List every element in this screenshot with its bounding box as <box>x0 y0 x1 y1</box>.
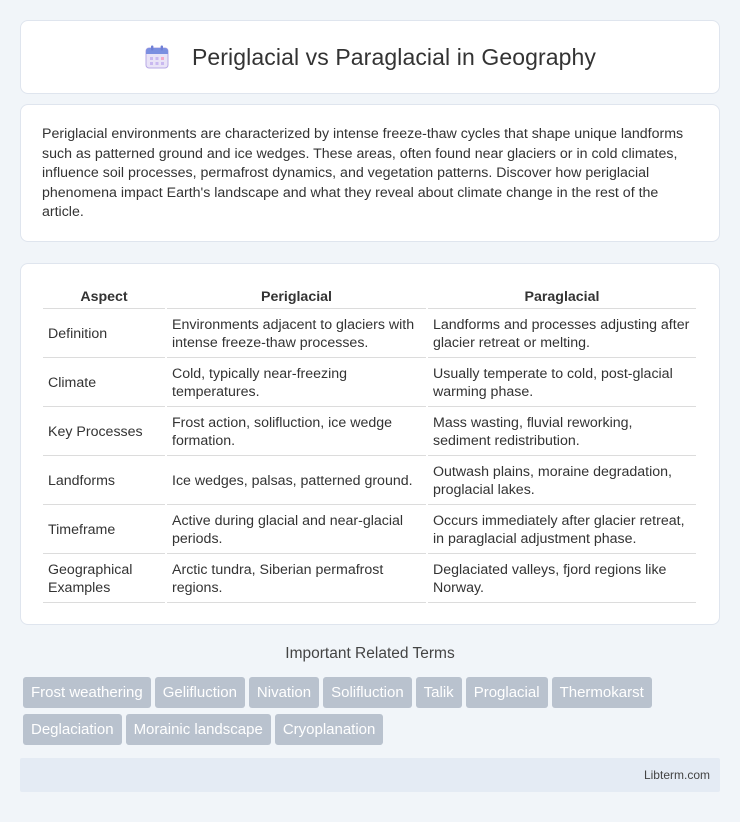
comparison-card <box>20 263 720 625</box>
header-paraglacial: Paraglacial <box>428 286 696 309</box>
periglacial-cell: Ice wedges, palsas, patterned ground. <box>167 458 426 505</box>
comparison-table <box>41 284 698 605</box>
periglacial-cell: Environments adjacent to glaciers with intense freeze-thaw processes. <box>167 311 426 358</box>
paraglacial-cell: Usually temperate to cold, post-glacial warming phase. <box>428 360 696 407</box>
footer <box>20 758 720 792</box>
related-terms-list <box>23 677 723 751</box>
periglacial-cell: Frost action, solifluction, ice wedge formation. <box>167 409 426 456</box>
table-row <box>43 360 696 407</box>
term-tag[interactable]: Nivation <box>249 677 319 708</box>
table-row <box>43 507 696 554</box>
periglacial-cell: Cold, typically near-freezing temperatures. <box>167 360 426 407</box>
paraglacial-cell: Landforms and processes adjusting after glacier retreat or melting. <box>428 311 696 358</box>
title-card <box>20 20 720 94</box>
periglacial-cell: Arctic tundra, Siberian permafrost regions. <box>167 556 426 603</box>
aspect-cell: Definition <box>43 311 165 358</box>
calendar-icon <box>144 44 170 70</box>
term-tag[interactable]: Talik <box>416 677 462 708</box>
paraglacial-cell: Occurs immediately after glacier retreat, in paraglacial adjustment phase. <box>428 507 696 554</box>
term-tag[interactable]: Cryoplanation <box>275 714 384 745</box>
aspect-cell: Climate <box>43 360 165 407</box>
header-periglacial: Periglacial <box>167 286 426 309</box>
paraglacial-cell: Mass wasting, fluvial reworking, sediment redistribution. <box>428 409 696 456</box>
related-terms-title: Important Related Terms <box>285 645 455 662</box>
footer-site-link[interactable]: Libterm.com <box>643 768 710 782</box>
intro-card <box>20 104 720 242</box>
periglacial-cell: Active during glacial and near-glacial periods. <box>167 507 426 554</box>
term-tag[interactable]: Proglacial <box>466 677 548 708</box>
aspect-cell: Timeframe <box>43 507 165 554</box>
paraglacial-cell: Outwash plains, moraine degradation, proglacial lakes. <box>428 458 696 505</box>
aspect-cell: Landforms <box>43 458 165 505</box>
table-row <box>43 458 696 505</box>
term-tag[interactable]: Frost weathering <box>23 677 151 708</box>
table-row <box>43 311 696 358</box>
aspect-cell: Geographical Examples <box>43 556 165 603</box>
table-row <box>43 556 696 603</box>
term-tag[interactable]: Thermokarst <box>552 677 652 708</box>
page-title: Periglacial vs Paraglacial in Geography <box>191 43 597 70</box>
paraglacial-cell: Deglaciated valleys, fjord regions like Norway. <box>428 556 696 603</box>
table-row <box>43 409 696 456</box>
term-tag[interactable]: Deglaciation <box>23 714 122 745</box>
aspect-cell: Key Processes <box>43 409 165 456</box>
header-aspect: Aspect <box>43 286 165 309</box>
table-header-row <box>43 286 696 309</box>
term-tag[interactable]: Gelifluction <box>155 677 245 708</box>
term-tag[interactable]: Morainic landscape <box>126 714 271 745</box>
term-tag[interactable]: Solifluction <box>323 677 412 708</box>
intro-paragraph: Periglacial environments are characterized by intense freeze-thaw cycles that shape unique landforms such as patterned ground and ice wedges. These areas, often found near glaciers or in cold climates, influence soil processes, permafrost dynamics, and vegetation patterns. Discover how periglacial phenomena impact Earth's landscape and what they reveal about climate change in the rest of the article. <box>42 126 684 221</box>
